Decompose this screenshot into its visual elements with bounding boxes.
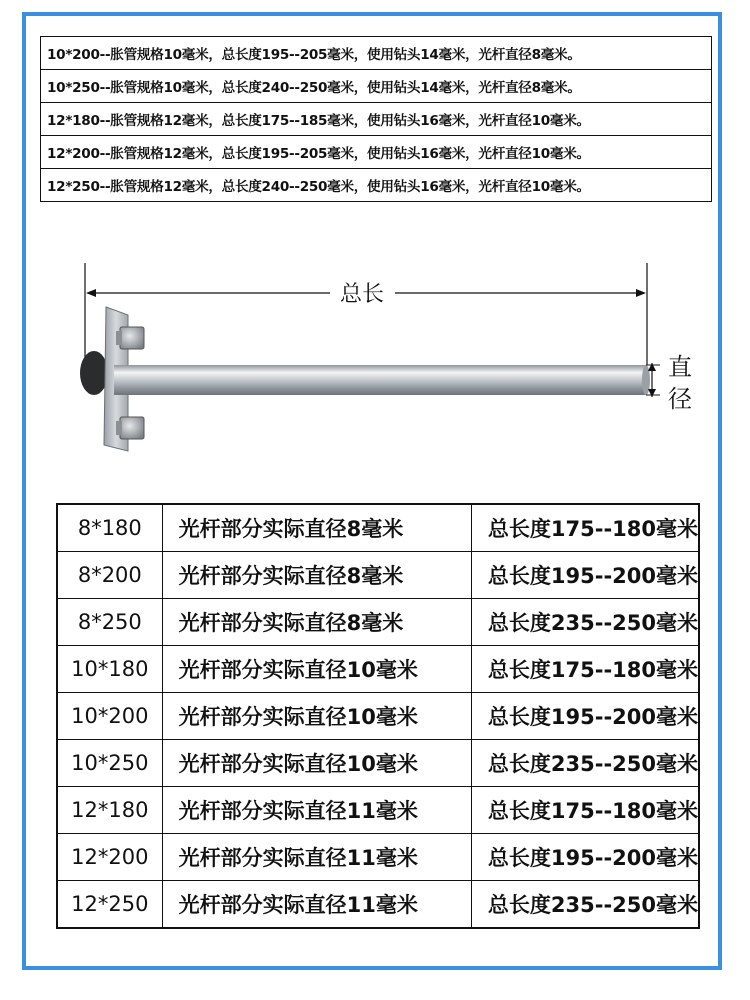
diameter-cell: 光杆部分实际直径10毫米 — [162, 740, 471, 787]
arrow-left-icon — [86, 289, 96, 297]
diameter-arrow-down-icon — [648, 389, 656, 397]
table-row — [57, 504, 699, 552]
diameter-cell: 光杆部分实际直径11毫米 — [162, 881, 471, 929]
length-cell: 总长度235--250毫米 — [471, 599, 699, 646]
table-row — [57, 834, 699, 881]
size-cell: 12*200 — [57, 834, 162, 881]
total-length-label: 总长 — [339, 282, 385, 307]
spec-table — [40, 36, 712, 202]
table-row — [57, 693, 699, 740]
size-cell: 8*180 — [57, 504, 162, 552]
diameter-label-2: 径 — [668, 385, 692, 413]
diameter-cell: 光杆部分实际直径10毫米 — [162, 646, 471, 693]
length-cell: 总长度195--200毫米 — [471, 552, 699, 599]
arrow-right-icon — [636, 289, 646, 297]
spec-row — [41, 136, 712, 169]
diameter-label-1: 直 — [668, 353, 692, 381]
diameter-arrow-up-icon — [648, 363, 656, 371]
spec-row — [41, 70, 712, 103]
size-table — [56, 503, 700, 929]
spec-row — [41, 37, 712, 70]
spec-row — [41, 169, 712, 202]
table-row — [57, 740, 699, 787]
length-cell: 总长度235--250毫米 — [471, 881, 699, 929]
length-cell: 总长度175--180毫米 — [471, 646, 699, 693]
table-row — [57, 599, 699, 646]
table-row — [57, 881, 699, 929]
spec-row — [41, 103, 712, 136]
diameter-cell: 光杆部分实际直径11毫米 — [162, 834, 471, 881]
length-cell: 总长度195--200毫米 — [471, 834, 699, 881]
dome-cap — [80, 351, 108, 395]
size-cell: 10*250 — [57, 740, 162, 787]
length-cell: 总长度235--250毫米 — [471, 740, 699, 787]
spec-row-text: 12*250--胀管规格12毫米，总长度240--250毫米，使用钻头16毫米，光杆直径10毫米。 — [41, 169, 712, 202]
table-row — [57, 552, 699, 599]
length-cell: 总长度175--180毫米 — [471, 504, 699, 552]
size-cell: 12*180 — [57, 787, 162, 834]
size-cell: 8*200 — [57, 552, 162, 599]
size-cell: 10*180 — [57, 646, 162, 693]
size-cell: 10*200 — [57, 693, 162, 740]
spec-row-text: 12*180--胀管规格12毫米，总长度175--185毫米，使用钻头16毫米，光杆直径10毫米。 — [41, 103, 712, 136]
length-cell: 总长度195--200毫米 — [471, 693, 699, 740]
steel-rod — [114, 365, 646, 395]
bolt-diagram — [60, 255, 710, 465]
length-cell: 总长度175--180毫米 — [471, 787, 699, 834]
table-row — [57, 646, 699, 693]
diameter-cell: 光杆部分实际直径8毫米 — [162, 552, 471, 599]
spec-row-text: 12*200--胀管规格12毫米，总长度195--205毫米，使用钻头16毫米，光杆直径10毫米。 — [41, 136, 712, 169]
diameter-cell: 光杆部分实际直径11毫米 — [162, 787, 471, 834]
size-cell: 12*250 — [57, 881, 162, 929]
top-nut — [116, 327, 144, 349]
diameter-cell: 光杆部分实际直径10毫米 — [162, 693, 471, 740]
spec-row-text: 10*200--胀管规格10毫米，总长度195--205毫米，使用钻头14毫米，光杆直径8毫米。 — [41, 37, 712, 70]
spec-row-text: 10*250--胀管规格10毫米，总长度240--250毫米，使用钻头14毫米，光杆直径8毫米。 — [41, 70, 712, 103]
bottom-nut — [116, 417, 144, 439]
table-row — [57, 787, 699, 834]
diameter-cell: 光杆部分实际直径8毫米 — [162, 504, 471, 552]
size-cell: 8*250 — [57, 599, 162, 646]
diameter-cell: 光杆部分实际直径8毫米 — [162, 599, 471, 646]
